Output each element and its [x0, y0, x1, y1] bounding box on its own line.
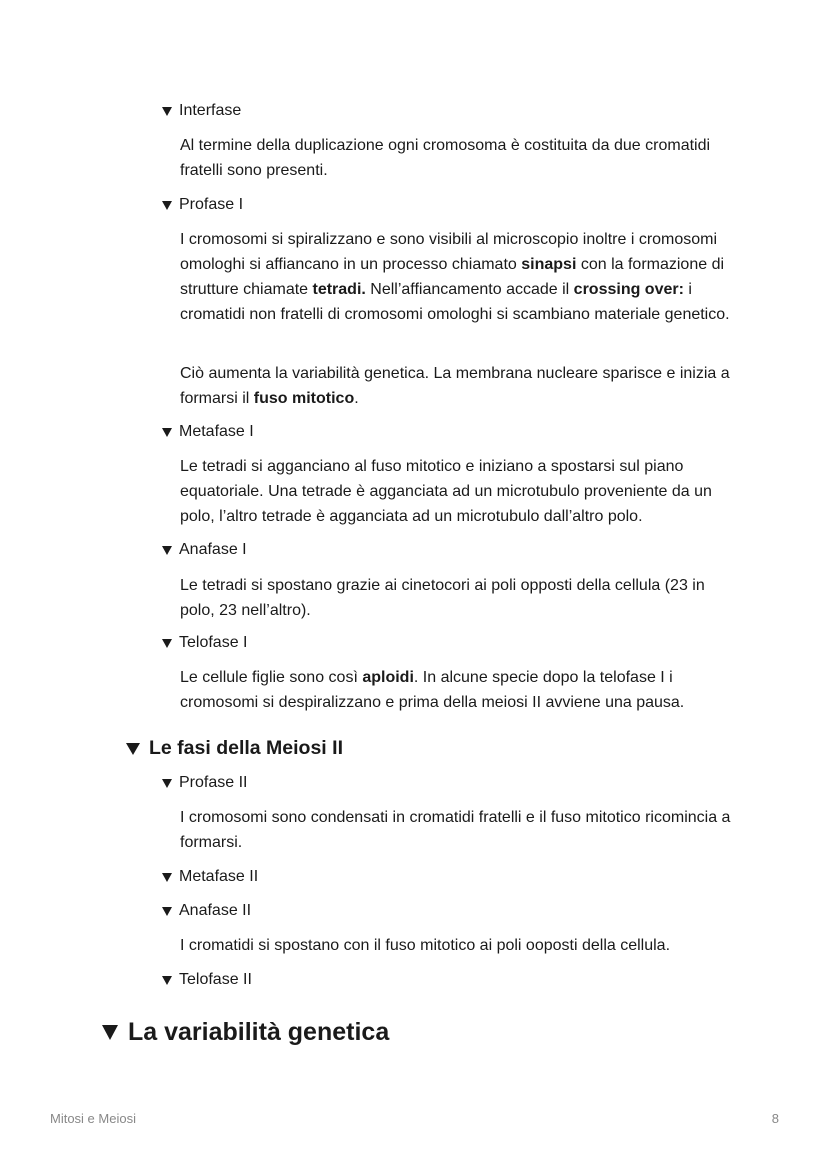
toggle-profase-2[interactable] — [162, 774, 247, 792]
toggle-title: Anafase II — [179, 902, 252, 919]
toggle-title: Interfase — [179, 102, 242, 119]
toggle-metafase-1[interactable] — [162, 423, 254, 441]
toggle-title: Profase I — [179, 196, 244, 213]
paragraph-profase-2: I cromosomi sono condensati in cromatidi fratelli e il fuso mitotico ricomincia a formarsi. — [180, 809, 731, 851]
toggle-telofase-2[interactable] — [162, 971, 252, 989]
toggle-triangle-icon[interactable] — [162, 907, 172, 916]
toggle-title: Metafase I — [179, 423, 254, 440]
toggle-triangle-icon[interactable] — [162, 976, 172, 985]
toggle-anafase-2[interactable] — [162, 902, 251, 920]
toggle-title: Anafase I — [179, 541, 247, 558]
paragraph-metafase-1: Le tetradi si agganciano al fuso mitotico e iniziano a spostarsi sul piano equatoriale. Una tetrade è agganciata ad un microtubulo proveniente da un polo, l’altro tetrade è agganciata ad un microtubulo dall’altro polo. — [180, 458, 712, 525]
paragraph-telofase-1: Le cellule figlie sono così aploidi. In alcune specie dopo la telofase I i cromosomi si despiralizzano e prima della meiosi II avviene una pausa. — [180, 669, 685, 711]
toggle-triangle-icon[interactable] — [162, 201, 172, 210]
toggle-interfase[interactable] — [162, 102, 241, 120]
toggle-title: Telofase II — [179, 971, 252, 988]
toggle-anafase-1[interactable] — [162, 541, 247, 559]
paragraph-profase-1: I cromosomi si spiralizzano e sono visibili al microscopio inoltre i cromosomi omologhi si affiancano in un processo chiamato sinapsi con la formazione di strutture chiamate tetradi. Nell’affiancamento accade il crossing over: i cromatidi non fratelli di cromosomi omologhi si scambiano materiale genetico. — [180, 231, 730, 323]
section-heading: Le fasi della Meiosi II — [149, 737, 343, 759]
toggle-triangle-icon[interactable] — [126, 743, 140, 755]
toggle-triangle-icon[interactable] — [162, 873, 172, 882]
toggle-title: Metafase II — [179, 868, 259, 885]
toggle-profase-1[interactable] — [162, 196, 243, 214]
toggle-title: Telofase I — [179, 634, 248, 651]
paragraph-anafase-1: Le tetradi si spostano grazie ai cinetocori ai poli opposti della cellula (23 in polo, 23 nell’altro). — [180, 577, 705, 619]
footer-page-number: 8 — [771, 1111, 779, 1126]
paragraph-interfase: Al termine della duplicazione ogni cromosoma è costituita da due cromatidi fratelli sono presenti. — [180, 137, 711, 179]
paragraph-anafase-2: I cromatidi si spostano con il fuso mitotico ai poli ooposti della cellula. — [180, 937, 671, 954]
toggle-title: Profase II — [179, 774, 248, 791]
footer-doc-title: Mitosi e Meiosi — [50, 1111, 136, 1126]
toggle-metafase-2[interactable] — [162, 868, 258, 886]
toggle-telofase-1[interactable] — [162, 634, 247, 652]
toggle-triangle-icon[interactable] — [162, 428, 172, 437]
toggle-triangle-icon[interactable] — [162, 779, 172, 788]
toggle-triangle-icon[interactable] — [162, 546, 172, 555]
paragraph-profase-1-b: Ciò aumenta la variabilità genetica. La membrana nucleare sparisce e inizia a formarsi il fuso mitotico. — [180, 365, 730, 407]
toggle-heading-meiosi-2[interactable] — [126, 737, 343, 760]
toggle-triangle-icon[interactable] — [162, 107, 172, 116]
toggle-triangle-icon[interactable] — [102, 1025, 118, 1040]
section-heading: La variabilità genetica — [128, 1018, 390, 1046]
toggle-heading-variabilita[interactable] — [102, 1018, 389, 1047]
toggle-triangle-icon[interactable] — [162, 639, 172, 648]
